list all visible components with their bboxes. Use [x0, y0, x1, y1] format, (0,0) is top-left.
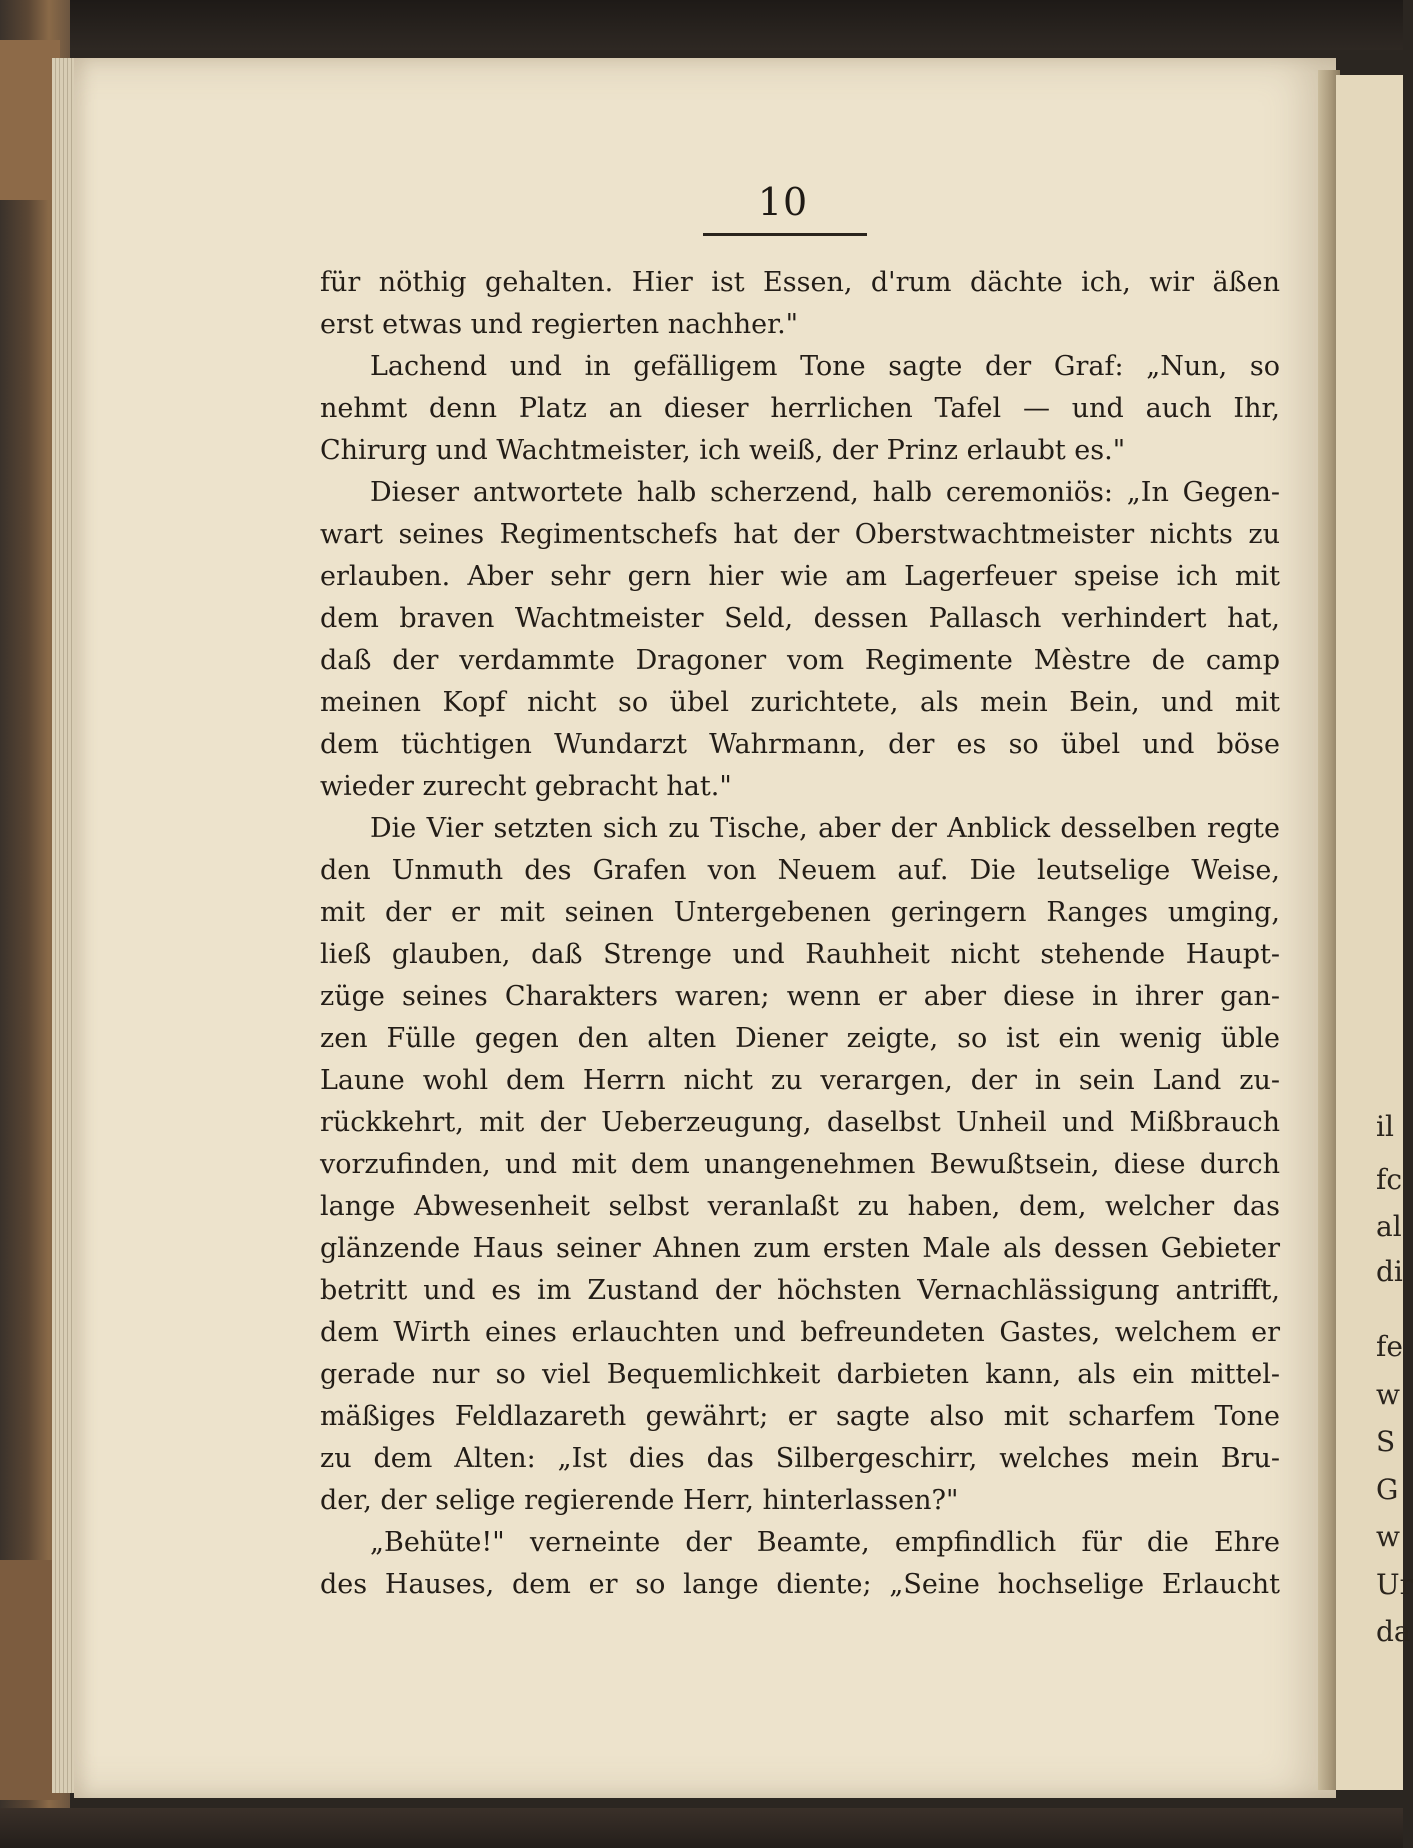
facing-page — [1336, 75, 1413, 1790]
text-line: der, der selige regierende Herr, hinterlassen?" — [320, 1485, 959, 1516]
facing-page-fragment: G — [1376, 1473, 1399, 1506]
text-line: meinen Kopf nicht so übel zurichtete, als mein Bein, und mit — [320, 687, 1280, 718]
text-line: betritt und es im Zustand der höchsten Vernachlässigung antrifft, — [320, 1275, 1280, 1306]
page-number-rule — [703, 233, 867, 236]
facing-page-fragment: di — [1376, 1255, 1403, 1288]
text-line: erst etwas und regierten nachher." — [320, 309, 799, 340]
book-cover-top — [0, 0, 1403, 50]
text-line: mäßiges Feldlazareth gewährt; er sagte also mit scharfem Tone — [320, 1401, 1280, 1432]
text-line: Die Vier setzten sich zu Tische, aber der Anblick desselben regte — [370, 813, 1280, 844]
page-number: 10 — [757, 180, 809, 224]
text-line: für nöthig gehalten. Hier ist Essen, d'rum dächte ich, wir äßen — [320, 267, 1280, 298]
facing-page-fragment: fe — [1376, 1330, 1403, 1363]
facing-page-fragment: da — [1376, 1615, 1411, 1648]
facing-page-fragment: il — [1376, 1110, 1394, 1143]
facing-page-fragment: al — [1376, 1210, 1402, 1243]
book-cover-bottom — [0, 1808, 1403, 1848]
text-line: Dieser antwortete halb scherzend, halb ceremoniös: „In Gegen- — [370, 477, 1280, 508]
text-line: dem tüchtigen Wundarzt Wahrmann, der es so übel und böse — [320, 729, 1280, 760]
page-edges — [52, 58, 76, 1793]
text-line: nehmt denn Platz an dieser herrlichen Tafel — und auch Ihr, — [320, 393, 1280, 424]
text-line: daß der verdammte Dragoner vom Regimente Mèstre de camp — [320, 645, 1280, 676]
text-line: züge seines Charakters waren; wenn er aber diese in ihrer gan- — [320, 981, 1280, 1012]
text-line: „Behüte!" verneinte der Beamte, empfindlich für die Ehre — [370, 1527, 1280, 1558]
facing-page-fragment: S — [1376, 1425, 1396, 1458]
text-line: Chirurg und Wachtmeister, ich weiß, der Prinz erlaubt es." — [320, 435, 1126, 466]
text-line: gerade nur so viel Bequemlichkeit darbieten kann, als ein mittel- — [320, 1359, 1280, 1390]
text-line: ließ glauben, daß Strenge und Rauhheit nicht stehende Haupt- — [320, 939, 1280, 970]
facing-page-fragment: Ur — [1376, 1568, 1413, 1601]
text-line: mit der er mit seinen Untergebenen geringern Ranges umging, — [320, 897, 1280, 928]
facing-page-fragment: fc — [1376, 1163, 1403, 1196]
text-line: vorzufinden, und mit dem unangenehmen Bewußtsein, diese durch — [320, 1149, 1280, 1180]
text-line: dem braven Wachtmeister Seld, dessen Pallasch verhindert hat, — [320, 603, 1280, 634]
text-line: den Unmuth des Grafen von Neuem auf. Die leutselige Weise, — [320, 855, 1280, 886]
text-line: zu dem Alten: „Ist dies das Silbergeschirr, welches mein Bru- — [320, 1443, 1280, 1474]
facing-page-fragment: w — [1376, 1378, 1400, 1411]
text-line: wieder zurecht gebracht hat." — [320, 771, 732, 802]
text-line: erlauben. Aber sehr gern hier wie am Lagerfeuer speise ich mit — [320, 561, 1280, 592]
text-line: lange Abwesenheit selbst veranlaßt zu haben, dem, welcher das — [320, 1191, 1280, 1222]
body-text — [320, 262, 1280, 1606]
text-line: des Hauses, dem er so lange diente; „Seine hochselige Erlaucht — [320, 1569, 1280, 1600]
leather-corner-top — [0, 40, 60, 200]
text-line: rückkehrt, mit der Ueberzeugung, daselbst Unheil und Mißbrauch — [320, 1107, 1280, 1138]
text-line: glänzende Haus seiner Ahnen zum ersten Male als dessen Gebieter — [320, 1233, 1280, 1264]
text-line: zen Fülle gegen den alten Diener zeigte, so ist ein wenig üble — [320, 1023, 1280, 1054]
text-line: Laune wohl dem Herrn nicht zu verargen, der in sein Land zu- — [320, 1065, 1280, 1096]
facing-page-fragment: w — [1376, 1520, 1400, 1553]
text-line: Lachend und in gefälligem Tone sagte der Graf: „Nun, so — [370, 351, 1280, 382]
text-line: wart seines Regimentschefs hat der Oberstwachtmeister nichts zu — [320, 519, 1280, 550]
leather-corner-bottom — [0, 1560, 60, 1800]
text-line: dem Wirth eines erlauchten und befreundeten Gastes, welchem er — [320, 1317, 1280, 1348]
